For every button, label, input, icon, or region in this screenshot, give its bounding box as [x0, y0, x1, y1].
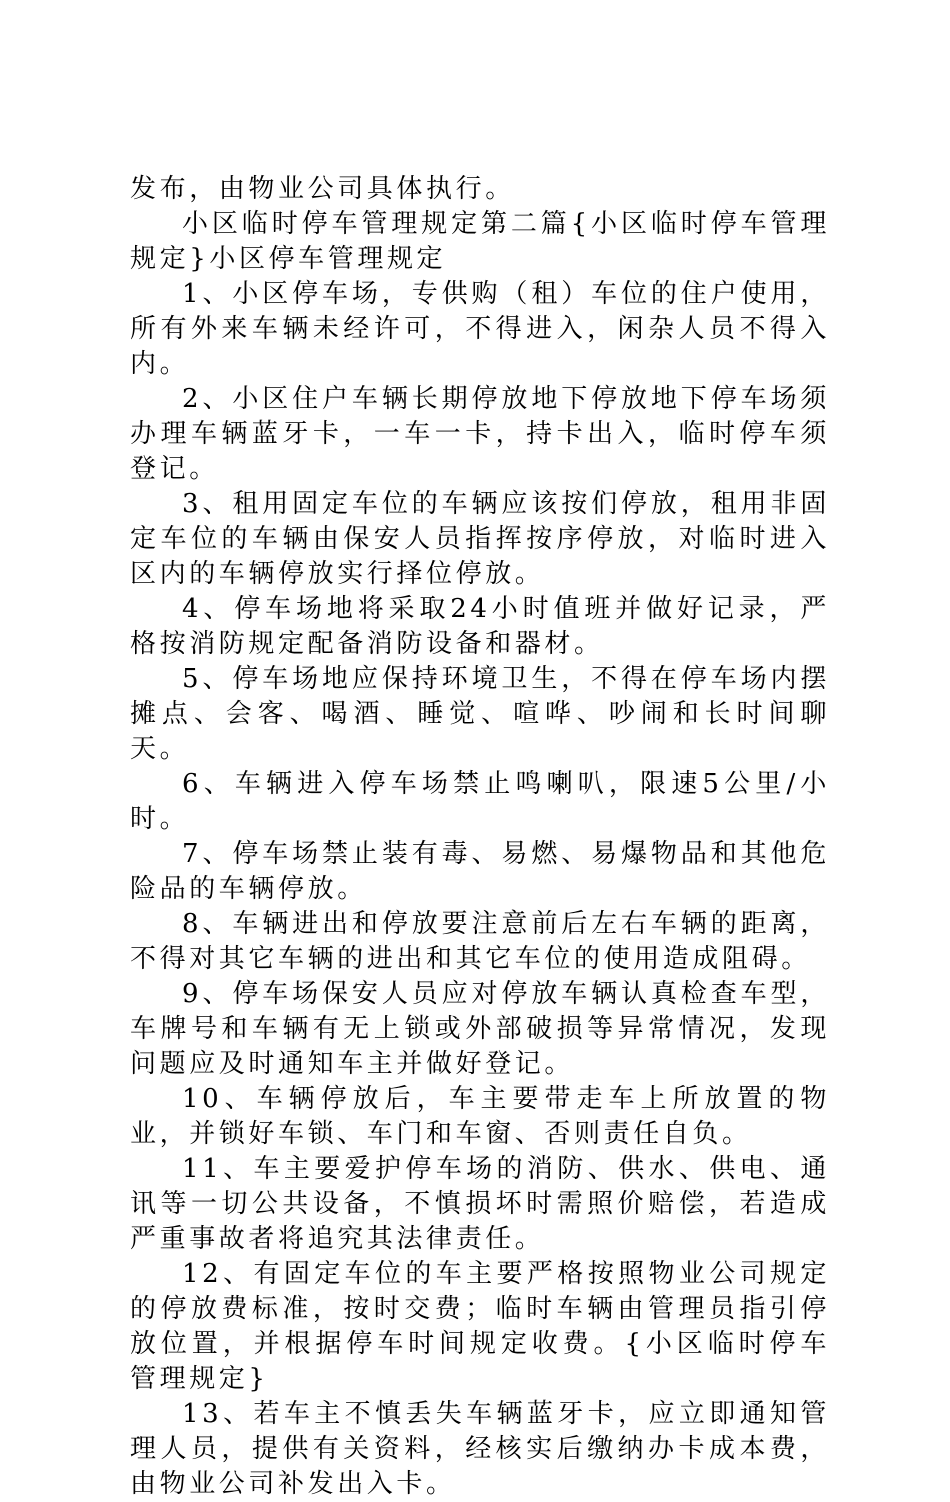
- paragraph-rule-2: 2、小区住户车辆长期停放地下停放地下停车场须办理车辆蓝牙卡，一车一卡，持卡出入，临时停车须登记。: [130, 384, 830, 484]
- paragraph-title: 小区临时停车管理规定第二篇{小区临时停车管理规定}小区停车管理规定: [130, 209, 830, 274]
- document-body: [130, 172, 830, 1502]
- paragraph-rule-11: 11、车主要爱护停车场的消防、供水、供电、通讯等一切公共设备，不慎损坏时需照价赔偿，若造成严重事故者将追究其法律责任。: [130, 1154, 830, 1254]
- paragraph-rule-9: 9、停车场保安人员应对停放车辆认真检查车型，车牌号和车辆有无上锁或外部破损等异常情况，发现问题应及时通知车主并做好登记。: [130, 979, 830, 1079]
- paragraph-rule-10: 10、车辆停放后，车主要带走车上所放置的物业，并锁好车锁、车门和车窗、否则责任自负。: [130, 1084, 830, 1149]
- paragraph-rule-6: 6、车辆进入停车场禁止鸣喇叭，限速5公里/小时。: [130, 769, 830, 834]
- paragraph-rule-5: 5、停车场地应保持环境卫生，不得在停车场内摆摊点、会客、喝酒、睡觉、喧哗、吵闹和长时间聊天。: [130, 664, 830, 764]
- paragraph-continuation: 发布，由物业公司具体执行。: [130, 174, 515, 204]
- paragraph-rule-7: 7、停车场禁止装有毒、易燃、易爆物品和其他危险品的车辆停放。: [130, 839, 830, 904]
- paragraph-rule-13: 13、若车主不慎丢失车辆蓝牙卡，应立即通知管理人员，提供有关资料，经核实后缴纳办卡成本费，由物业公司补发出入卡。: [130, 1399, 830, 1499]
- paragraph-rule-3: 3、租用固定车位的车辆应该按们停放，租用非固定车位的车辆由保安人员指挥按序停放，对临时进入区内的车辆停放实行择位停放。: [130, 489, 830, 589]
- paragraph-rule-12: 12、有固定车位的车主要严格按照物业公司规定的停放费标准，按时交费；临时车辆由管理员指引停放位置，并根据停车时间规定收费。{小区临时停车管理规定}: [130, 1259, 830, 1394]
- paragraph-rule-1: 1、小区停车场，专供购（租）车位的住户使用，所有外来车辆未经许可，不得进入，闲杂人员不得入内。: [130, 279, 830, 379]
- paragraph-rule-4: 4、停车场地将采取24小时值班并做好记录，严格按消防规定配备消防设备和器材。: [130, 594, 830, 659]
- paragraph-rule-8: 8、车辆进出和停放要注意前后左右车辆的距离，不得对其它车辆的进出和其它车位的使用造成阻碍。: [130, 909, 830, 974]
